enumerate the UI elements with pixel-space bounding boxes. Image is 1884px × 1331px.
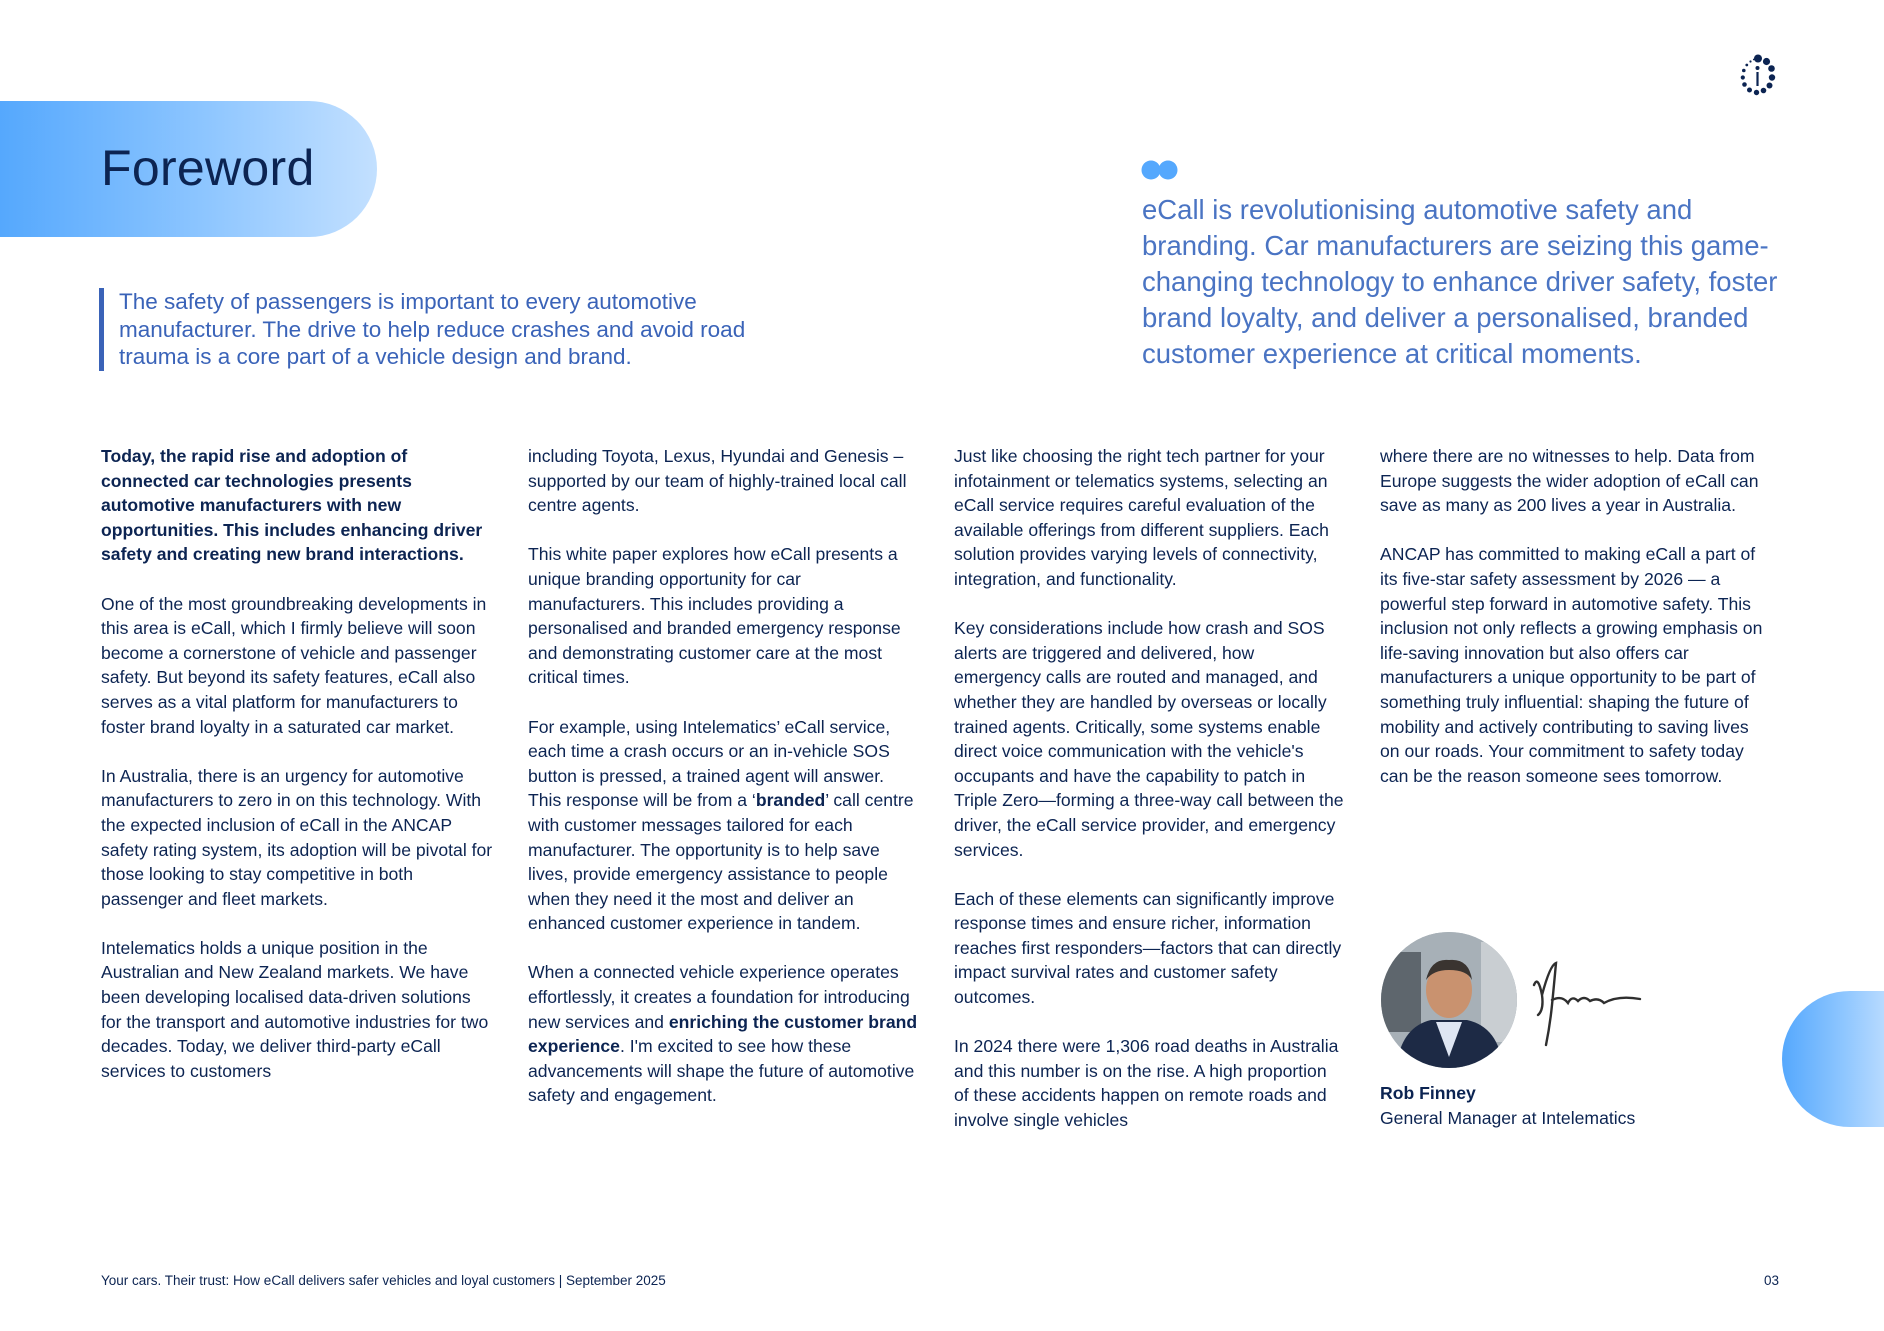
page-title: Foreword xyxy=(101,140,315,196)
title-banner xyxy=(0,101,377,237)
paragraph: Each of these elements can significantly improve response times and ensure richer, information reaches first responders—factors that can directly impact survival rates and customer safety outcomes. xyxy=(954,888,1342,1008)
footer-date: September 2025 xyxy=(565,1273,666,1288)
footer-title: Your cars. Their trust: How eCall delivers safer vehicles and loyal customers xyxy=(101,1273,555,1288)
text-run: When a connected vehicle experience operates effortlessly, it creates a foundation for introducing new services and xyxy=(528,962,910,1032)
text-run: For example, using Intelematics’ eCall service, each time a crash occurs or an in-vehicle SOS button is pressed, a trained agent will answer. This response will be from a ‘ xyxy=(528,716,891,811)
body-column-3 xyxy=(954,444,1346,1157)
author-avatar xyxy=(1381,932,1517,1068)
bold-text: enriching the customer brand experience xyxy=(528,1011,918,1057)
author-role: General Manager at Intelematics xyxy=(1380,1108,1636,1128)
footer-separator: | xyxy=(554,1273,566,1288)
body-column-2 xyxy=(528,444,920,1133)
paragraph: One of the most groundbreaking developments in this area is eCall, which I firmly believe will soon become a cornerstone of vehicle and passenger safety. But beyond its safety features, eCall also serves as a vital platform for manufacturers to foster brand loyalty in a saturated car market. xyxy=(101,593,487,737)
decorative-pill xyxy=(1782,991,1884,1127)
body-column-1 xyxy=(101,444,493,1108)
paragraph: In 2024 there were 1,306 road deaths in Australia and this number is on the rise. A high proportion of these accidents happen on remote roads and involve single vehicles xyxy=(954,1036,1339,1131)
paragraph: Just like choosing the right tech partner for your infotainment or telematics systems, selecting an eCall service requires careful evaluation of the available offerings from different suppliers. Each solution provides varying levels of connectivity, integration, and functionality. xyxy=(954,446,1329,589)
text-run: . I'm excited to see how these advancements will shape the future of automotive safety and engagement. xyxy=(528,1036,915,1106)
author-name: Rob Finney xyxy=(1380,1083,1476,1103)
intelematics-logo-icon xyxy=(1733,52,1783,102)
signature xyxy=(1528,955,1658,1055)
paragraph: where there are no witnesses to help. Data from Europe suggests the wider adoption of eCall can save as many as 200 lives a year in Australia. xyxy=(1380,446,1759,516)
lead-paragraph: Today, the rapid rise and adoption of connected car technologies presents automotive manufacturers with new opportunities. This includes enhancing driver safety and creating new brand interactions. xyxy=(101,446,483,565)
paragraph: Intelematics holds a unique position in the Australian and New Zealand markets. We have been developing localised data-driven solutions for the transport and automotive industries for two decades. Today, we deliver third-party eCall services to customers xyxy=(101,937,489,1081)
body-column-4 xyxy=(1380,444,1772,813)
paragraph xyxy=(528,960,920,1108)
paragraph xyxy=(528,715,920,936)
paragraph: including Toyota, Lexus, Hyundai and Genesis – supported by our team of highly-trained local call centre agents. xyxy=(528,446,907,516)
paragraph: Key considerations include how crash and SOS alerts are triggered and delivered, how emergency calls are routed and managed, and whether they are handled by overseas or locally trained agents. Critically, some systems enable direct voice communication with the vehicle's occupants and have the capability to patch in Triple Zero—forming a three-way call between the driver, the eCall service provider, and emergency services. xyxy=(954,618,1344,860)
page-number: 03 xyxy=(1764,1273,1780,1288)
paragraph: This white paper explores how eCall presents a unique branding opportunity for car manufacturers. This includes providing a personalised and branded emergency response and demonstrating customer care at the most critical times. xyxy=(528,544,901,688)
person-photo-icon xyxy=(1381,932,1517,1068)
text-run: ’ call centre with customer messages tailored for each manufacturer. The opportunity is to help save lives, provide emergency assistance to people when they need it the most and deliver an enhanced customer experience in tandem. xyxy=(528,790,914,934)
paragraph: ANCAP has committed to making eCall a part of its five-star safety assessment by 2026 — a powerful step forward in automotive safety. This inclusion not only reflects a growing emphasis on life-saving innovation but also offers car manufacturers a unique opportunity to be part of something truly influential: shaping the future of mobility and actively contributing to saving lives on our roads. Your commitment to safety today can be the reason someone sees tomorrow. xyxy=(1380,544,1763,786)
intro-quote: The safety of passengers is important to every automotive manufacturer. The drive to help reduce crashes and avoid road trauma is a core part of a vehicle design and brand. xyxy=(99,288,779,371)
bold-text: branded xyxy=(755,790,826,811)
pull-quote: eCall is revolutionising automotive safety and branding. Car manufacturers are seizing this game-changing technology to enhance driver safety, foster brand loyalty, and deliver a personalised, branded customer experience at critical moments. xyxy=(1142,194,1778,369)
footer xyxy=(101,1273,666,1288)
paragraph: In Australia, there is an urgency for automotive manufacturers to zero in on this technology. With the expected inclusion of eCall in the ANCAP safety rating system, its adoption will be pivotal for those looking to stay competitive in both passenger and fleet markets. xyxy=(101,765,493,909)
quote-mark-icon xyxy=(1141,160,1179,180)
